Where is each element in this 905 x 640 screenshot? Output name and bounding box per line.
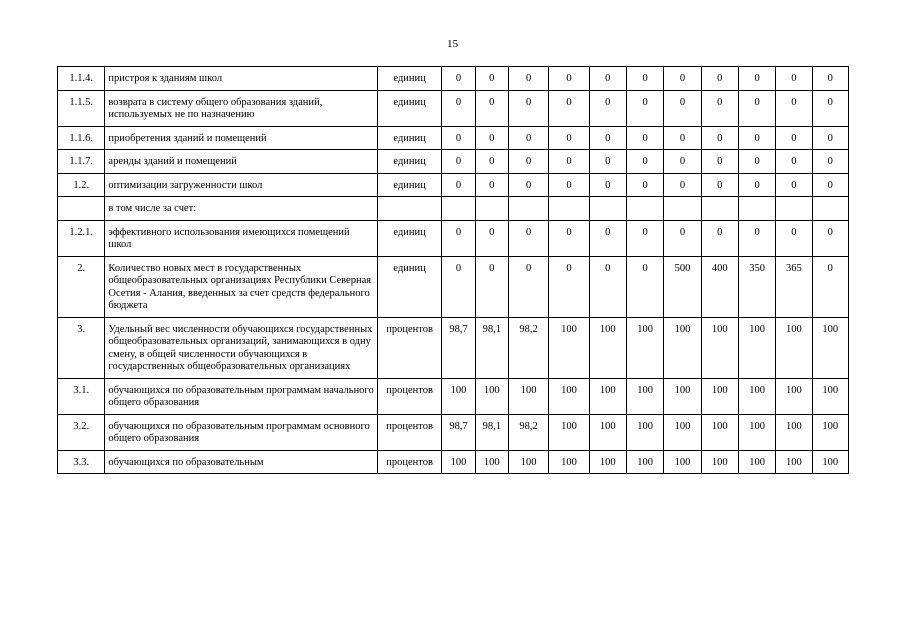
indicator-description: в том числе за счет: xyxy=(105,197,377,221)
value-cell: 0 xyxy=(776,220,812,256)
value-cell: 0 xyxy=(626,150,663,174)
value-cell: 0 xyxy=(508,220,548,256)
indicator-description: обучающихся по образовательным программам основного общего образования xyxy=(105,414,377,450)
value-cell: 100 xyxy=(626,378,663,414)
table-row xyxy=(58,220,849,256)
value-cell: 100 xyxy=(664,414,701,450)
value-cell: 0 xyxy=(442,256,475,317)
value-cell: 0 xyxy=(549,173,589,197)
value-cell: 0 xyxy=(701,67,738,91)
unit-cell xyxy=(377,197,442,221)
value-cell: 365 xyxy=(776,256,812,317)
value-cell: 0 xyxy=(738,67,775,91)
value-cell: 350 xyxy=(738,256,775,317)
value-cell: 0 xyxy=(776,67,812,91)
value-cell: 100 xyxy=(664,378,701,414)
indicator-description: обучающихся по образовательным xyxy=(105,450,377,474)
unit-cell: процентов xyxy=(377,414,442,450)
value-cell xyxy=(738,197,775,221)
row-number: 1.2. xyxy=(58,173,105,197)
value-cell: 0 xyxy=(812,150,848,174)
row-number: 3. xyxy=(58,317,105,378)
value-cell: 0 xyxy=(508,90,548,126)
value-cell: 0 xyxy=(812,256,848,317)
value-cell: 0 xyxy=(589,256,626,317)
value-cell: 0 xyxy=(442,220,475,256)
value-cell: 0 xyxy=(812,67,848,91)
value-cell: 0 xyxy=(812,90,848,126)
table-row xyxy=(58,197,849,221)
table-row xyxy=(58,414,849,450)
value-cell xyxy=(549,197,589,221)
value-cell: 0 xyxy=(508,173,548,197)
table-row xyxy=(58,173,849,197)
value-cell: 0 xyxy=(475,90,508,126)
value-cell: 0 xyxy=(549,220,589,256)
value-cell: 0 xyxy=(475,173,508,197)
value-cell: 100 xyxy=(776,317,812,378)
indicator-description: Удельный вес численности обучающихся государственных общеобразовательных организаций, занимающихся в одну смену, в общей численности обучающихся в государственных общеобразовательных организациях xyxy=(105,317,377,378)
value-cell: 0 xyxy=(701,150,738,174)
value-cell: 0 xyxy=(664,90,701,126)
value-cell: 0 xyxy=(738,126,775,150)
value-cell: 0 xyxy=(664,150,701,174)
value-cell: 0 xyxy=(701,126,738,150)
value-cell: 100 xyxy=(549,414,589,450)
value-cell: 0 xyxy=(549,67,589,91)
value-cell: 400 xyxy=(701,256,738,317)
value-cell: 100 xyxy=(701,317,738,378)
value-cell: 100 xyxy=(626,414,663,450)
value-cell: 100 xyxy=(549,378,589,414)
value-cell: 0 xyxy=(626,173,663,197)
value-cell: 100 xyxy=(589,450,626,474)
table-row xyxy=(58,256,849,317)
value-cell: 0 xyxy=(589,90,626,126)
value-cell: 0 xyxy=(508,67,548,91)
value-cell: 100 xyxy=(664,450,701,474)
value-cell: 98,7 xyxy=(442,317,475,378)
indicator-description: аренды зданий и помещений xyxy=(105,150,377,174)
value-cell: 0 xyxy=(626,126,663,150)
table-row xyxy=(58,67,849,91)
table-row xyxy=(58,150,849,174)
value-cell: 100 xyxy=(812,414,848,450)
value-cell: 100 xyxy=(812,450,848,474)
unit-cell: процентов xyxy=(377,378,442,414)
value-cell: 100 xyxy=(701,414,738,450)
value-cell: 0 xyxy=(664,67,701,91)
value-cell: 100 xyxy=(508,450,548,474)
value-cell: 98,2 xyxy=(508,317,548,378)
value-cell: 0 xyxy=(589,126,626,150)
value-cell xyxy=(701,197,738,221)
row-number: 2. xyxy=(58,256,105,317)
value-cell: 0 xyxy=(442,126,475,150)
value-cell: 100 xyxy=(549,450,589,474)
value-cell: 100 xyxy=(776,450,812,474)
value-cell: 100 xyxy=(701,378,738,414)
value-cell: 0 xyxy=(549,150,589,174)
value-cell: 0 xyxy=(442,90,475,126)
table-row xyxy=(58,378,849,414)
value-cell xyxy=(508,197,548,221)
value-cell: 98,7 xyxy=(442,414,475,450)
value-cell: 0 xyxy=(738,220,775,256)
value-cell: 0 xyxy=(738,150,775,174)
value-cell: 0 xyxy=(626,90,663,126)
value-cell: 0 xyxy=(776,90,812,126)
indicator-description: эффективного использования имеющихся помещений школ xyxy=(105,220,377,256)
value-cell: 100 xyxy=(589,414,626,450)
indicator-description: оптимизации загруженности школ xyxy=(105,173,377,197)
value-cell: 0 xyxy=(776,173,812,197)
table-row xyxy=(58,126,849,150)
row-number: 1.2.1. xyxy=(58,220,105,256)
row-number xyxy=(58,197,105,221)
value-cell: 0 xyxy=(442,150,475,174)
value-cell: 0 xyxy=(626,256,663,317)
unit-cell: единиц xyxy=(377,150,442,174)
value-cell xyxy=(589,197,626,221)
indicator-description: обучающихся по образовательным программам начального общего образования xyxy=(105,378,377,414)
unit-cell: единиц xyxy=(377,256,442,317)
value-cell: 100 xyxy=(738,450,775,474)
value-cell: 100 xyxy=(549,317,589,378)
value-cell: 0 xyxy=(626,220,663,256)
value-cell: 0 xyxy=(626,67,663,91)
value-cell: 0 xyxy=(442,67,475,91)
page-number: 15 xyxy=(447,38,458,50)
unit-cell: единиц xyxy=(377,126,442,150)
value-cell: 0 xyxy=(701,173,738,197)
value-cell: 0 xyxy=(812,220,848,256)
value-cell: 0 xyxy=(475,256,508,317)
row-number: 3.1. xyxy=(58,378,105,414)
value-cell: 100 xyxy=(442,378,475,414)
value-cell: 0 xyxy=(589,220,626,256)
row-number: 1.1.7. xyxy=(58,150,105,174)
value-cell: 0 xyxy=(589,67,626,91)
value-cell: 100 xyxy=(776,378,812,414)
row-number: 1.1.6. xyxy=(58,126,105,150)
value-cell: 0 xyxy=(549,256,589,317)
value-cell: 100 xyxy=(626,317,663,378)
value-cell: 0 xyxy=(549,126,589,150)
value-cell: 100 xyxy=(508,378,548,414)
value-cell: 100 xyxy=(475,450,508,474)
value-cell: 100 xyxy=(701,450,738,474)
value-cell: 100 xyxy=(812,317,848,378)
value-cell: 0 xyxy=(508,126,548,150)
value-cell: 100 xyxy=(442,450,475,474)
value-cell: 100 xyxy=(589,317,626,378)
value-cell: 0 xyxy=(776,150,812,174)
indicator-description: возврата в систему общего образования зданий, используемых не по назначению xyxy=(105,90,377,126)
unit-cell: единиц xyxy=(377,90,442,126)
table-row xyxy=(58,450,849,474)
indicator-table xyxy=(57,66,849,474)
value-cell: 0 xyxy=(738,90,775,126)
value-cell: 0 xyxy=(475,150,508,174)
table-row xyxy=(58,317,849,378)
value-cell: 0 xyxy=(475,67,508,91)
value-cell: 0 xyxy=(549,90,589,126)
value-cell xyxy=(626,197,663,221)
value-cell: 0 xyxy=(475,220,508,256)
unit-cell: процентов xyxy=(377,450,442,474)
value-cell: 0 xyxy=(701,90,738,126)
value-cell: 0 xyxy=(776,126,812,150)
value-cell: 0 xyxy=(442,173,475,197)
value-cell xyxy=(776,197,812,221)
value-cell: 0 xyxy=(738,173,775,197)
value-cell xyxy=(812,197,848,221)
value-cell: 100 xyxy=(812,378,848,414)
value-cell: 0 xyxy=(508,150,548,174)
value-cell: 500 xyxy=(664,256,701,317)
value-cell: 100 xyxy=(738,378,775,414)
row-number: 3.3. xyxy=(58,450,105,474)
value-cell xyxy=(664,197,701,221)
row-number: 1.1.5. xyxy=(58,90,105,126)
value-cell: 100 xyxy=(738,414,775,450)
indicator-description: пристроя к зданиям школ xyxy=(105,67,377,91)
unit-cell: процентов xyxy=(377,317,442,378)
value-cell: 0 xyxy=(664,126,701,150)
value-cell: 98,1 xyxy=(475,317,508,378)
value-cell: 100 xyxy=(738,317,775,378)
value-cell: 100 xyxy=(664,317,701,378)
indicator-description: приобретения зданий и помещений xyxy=(105,126,377,150)
value-cell: 0 xyxy=(508,256,548,317)
value-cell xyxy=(442,197,475,221)
unit-cell: единиц xyxy=(377,173,442,197)
table-row xyxy=(58,90,849,126)
value-cell: 0 xyxy=(812,126,848,150)
value-cell: 98,1 xyxy=(475,414,508,450)
indicator-description: Количество новых мест в государственных общеобразовательных организациях Республики Северная Осетия - Алания, введенных за счет средств федерального бюджета xyxy=(105,256,377,317)
value-cell xyxy=(475,197,508,221)
value-cell: 0 xyxy=(664,220,701,256)
unit-cell: единиц xyxy=(377,67,442,91)
value-cell: 100 xyxy=(475,378,508,414)
value-cell: 100 xyxy=(589,378,626,414)
value-cell: 100 xyxy=(626,450,663,474)
row-number: 3.2. xyxy=(58,414,105,450)
value-cell: 98,2 xyxy=(508,414,548,450)
value-cell: 100 xyxy=(776,414,812,450)
value-cell: 0 xyxy=(664,173,701,197)
value-cell: 0 xyxy=(701,220,738,256)
value-cell: 0 xyxy=(812,173,848,197)
value-cell: 0 xyxy=(589,150,626,174)
value-cell: 0 xyxy=(589,173,626,197)
row-number: 1.1.4. xyxy=(58,67,105,91)
unit-cell: единиц xyxy=(377,220,442,256)
value-cell: 0 xyxy=(475,126,508,150)
